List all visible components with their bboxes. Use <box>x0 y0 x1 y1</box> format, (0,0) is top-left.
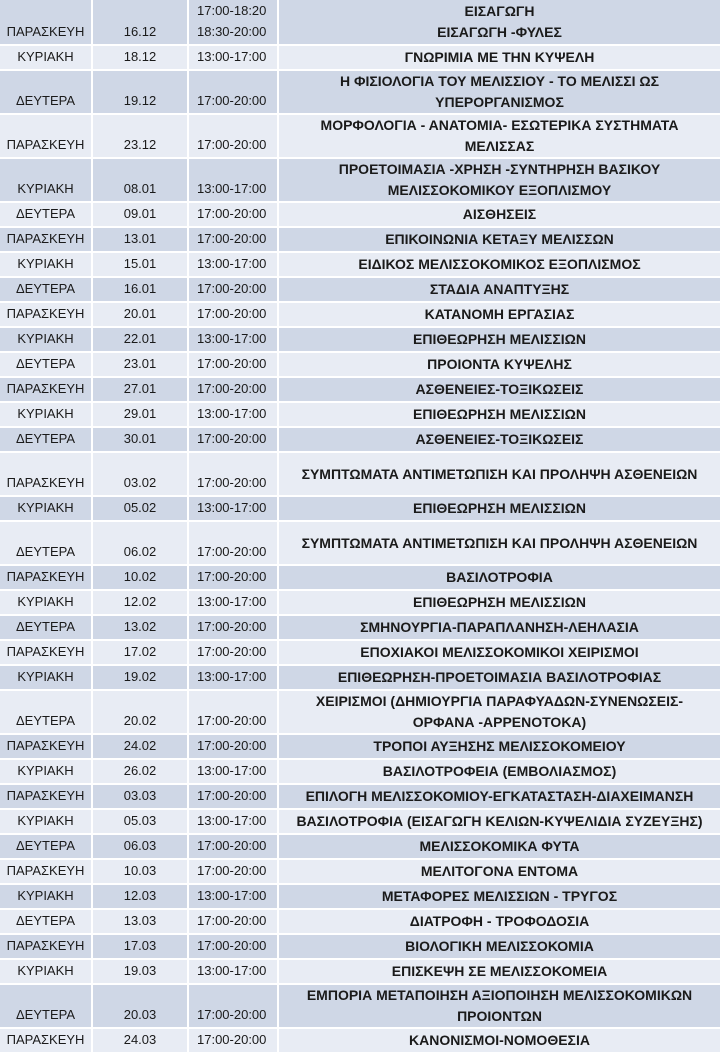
date-cell: 16.01 <box>92 277 188 302</box>
date-cell: 23.12 <box>92 114 188 158</box>
date-cell: 09.01 <box>92 202 188 227</box>
schedule-row <box>0 884 720 909</box>
time-cell: 17:00-20:00 <box>188 784 278 809</box>
session-title-cell: ΕΠΙΘΕΩΡΗΣΗ-ΠΡΟΕΤΟΙΜΑΣΙΑ ΒΑΣΙΛΟΤΡΟΦΙΑΣ <box>278 665 720 690</box>
schedule-row <box>0 227 720 252</box>
schedule-row <box>0 521 720 565</box>
day-cell: ΠΑΡΑΣΚΕΥΗ <box>0 0 92 45</box>
session-title-cell: ΕΠΙΚΟΙΝΩΝΙΑ ΚΕΤΑΞΥ ΜΕΛΙΣΣΩΝ <box>278 227 720 252</box>
schedule-row <box>0 427 720 452</box>
session-title-cell: ΕΠΙΘΕΩΡΗΣΗ ΜΕΛΙΣΣΙΩΝ <box>278 327 720 352</box>
session-title-cell: ΕΙΔΙΚΟΣ ΜΕΛΙΣΣΟΚΟΜΙΚΟΣ ΕΞΟΠΛΙΣΜΟΣ <box>278 252 720 277</box>
schedule-row <box>0 452 720 496</box>
session-title-cell: ΣΥΜΠΤΩΜΑΤΑ ΑΝΤΙΜΕΤΩΠΙΣΗ ΚΑΙ ΠΡΟΛΗΨΗ ΑΣΘΕΝΕΙΩΝ <box>278 452 720 496</box>
time-cell: 13:00-17:00 <box>188 590 278 615</box>
session-title-cell: ΠΡΟΕΤΟΙΜΑΣΙΑ -ΧΡΗΣΗ -ΣΥΝΤΗΡΗΣΗ ΒΑΣΙΚΟΥ ΜΕΛΙΣΣΟΚΟΜΙΚΟΥ ΕΞΟΠΛΙΣΜΟΥ <box>278 158 720 202</box>
session-title-cell: ΜΟΡΦΟΛΟΓΙΑ - ΑΝΑΤΟΜΙΑ- ΕΣΩΤΕΡΙΚΑ ΣΥΣΤΗΜΑΤΑ ΜΕΛΙΣΣΑΣ <box>278 114 720 158</box>
time-cell: 17:00-20:00 <box>188 640 278 665</box>
day-cell: ΚΥΡΙΑΚΗ <box>0 45 92 70</box>
time-cell <box>188 0 278 45</box>
time-cell: 17:00-20:00 <box>188 302 278 327</box>
date-cell: 06.02 <box>92 521 188 565</box>
date-cell: 15.01 <box>92 252 188 277</box>
session-title: ΕΙΣΑΓΩΓΗ <box>464 3 535 19</box>
session-title-cell: ΧΕΙΡΙΣΜΟΙ (ΔΗΜΙΟΥΡΓΙΑ ΠΑΡΑΦΥΑΔΩΝ-ΣΥΝΕΝΩΣΕΙΣ- ΟΡΦΑΝΑ -ΑΡΡΕΝΟΤΟΚΑ) <box>278 690 720 734</box>
schedule-row <box>0 665 720 690</box>
schedule-row <box>0 352 720 377</box>
day-cell: ΠΑΡΑΣΚΕΥΗ <box>0 734 92 759</box>
date-cell: 05.03 <box>92 809 188 834</box>
schedule-row <box>0 0 720 45</box>
schedule-row <box>0 859 720 884</box>
schedule-row <box>0 690 720 734</box>
time-cell: 17:00-20:00 <box>188 1028 278 1053</box>
session-title-cell: ΣΥΜΠΤΩΜΑΤΑ ΑΝΤΙΜΕΤΩΠΙΣΗ ΚΑΙ ΠΡΟΛΗΨΗ ΑΣΘΕΝΕΙΩΝ <box>278 521 720 565</box>
schedule-row <box>0 834 720 859</box>
session-title-cell: ΕΠΙΘΕΩΡΗΣΗ ΜΕΛΙΣΣΙΩΝ <box>278 402 720 427</box>
session-title-cell: ΜΕΛΙΣΣΟΚΟΜΙΚΑ ΦΥΤΑ <box>278 834 720 859</box>
schedule-row <box>0 277 720 302</box>
day-cell: ΔΕΥΤΕΡΑ <box>0 70 92 114</box>
day-cell: ΠΑΡΑΣΚΕΥΗ <box>0 859 92 884</box>
time-cell: 17:00-20:00 <box>188 114 278 158</box>
session-title-cell: ΤΡΟΠΟΙ ΑΥΞΗΣΗΣ ΜΕΛΙΣΣΟΚΟΜΕΙΟΥ <box>278 734 720 759</box>
time-cell: 13:00-17:00 <box>188 158 278 202</box>
time-cell: 17:00-20:00 <box>188 277 278 302</box>
schedule-row <box>0 640 720 665</box>
day-cell: ΔΕΥΤΕΡΑ <box>0 690 92 734</box>
time-cell: 17:00-20:00 <box>188 984 278 1028</box>
schedule-row <box>0 734 720 759</box>
day-cell: ΚΥΡΙΑΚΗ <box>0 759 92 784</box>
date-cell: 12.02 <box>92 590 188 615</box>
day-cell: ΔΕΥΤΕΡΑ <box>0 277 92 302</box>
time-cell: 13:00-17:00 <box>188 959 278 984</box>
session-title-cell: ΑΣΘΕΝΕΙΕΣ-ΤΟΞΙΚΩΣΕΙΣ <box>278 427 720 452</box>
session-title-cell: ΚΑΝΟΝΙΣΜΟΙ-ΝΟΜΟΘΕΣΙΑ <box>278 1028 720 1053</box>
schedule-row <box>0 302 720 327</box>
time-cell: 17:00-20:00 <box>188 934 278 959</box>
date-cell: 16.12 <box>92 0 188 45</box>
day-cell: ΚΥΡΙΑΚΗ <box>0 590 92 615</box>
time-cell: 13:00-17:00 <box>188 496 278 521</box>
time-cell: 17:00-20:00 <box>188 734 278 759</box>
day-cell: ΔΕΥΤΕΡΑ <box>0 984 92 1028</box>
schedule-row <box>0 934 720 959</box>
time-cell: 17:00-20:00 <box>188 377 278 402</box>
day-cell: ΔΕΥΤΕΡΑ <box>0 909 92 934</box>
schedule-row <box>0 590 720 615</box>
schedule-row <box>0 759 720 784</box>
time-cell: 17:00-20:00 <box>188 452 278 496</box>
time-cell: 13:00-17:00 <box>188 402 278 427</box>
time-cell: 13:00-17:00 <box>188 759 278 784</box>
day-cell: ΠΑΡΑΣΚΕΥΗ <box>0 565 92 590</box>
session-title-cell: ΠΡΟΙΟΝΤΑ ΚΥΨΕΛΗΣ <box>278 352 720 377</box>
time-cell: 17:00-20:00 <box>188 615 278 640</box>
session-title-cell: Η ΦΙΣΙΟΛΟΓΙΑ ΤΟΥ ΜΕΛΙΣΣΙΟΥ - ΤΟ ΜΕΛΙΣΣΙ ΩΣ ΥΠΕΡΟΡΓΑΝΙΣΜΟΣ <box>278 70 720 114</box>
date-cell: 13.01 <box>92 227 188 252</box>
session-title-cell: ΜΕΤΑΦΟΡΕΣ ΜΕΛΙΣΣΙΩΝ - ΤΡΥΓΟΣ <box>278 884 720 909</box>
date-cell: 18.12 <box>92 45 188 70</box>
date-cell: 12.03 <box>92 884 188 909</box>
date-cell: 05.02 <box>92 496 188 521</box>
time-cell: 13:00-17:00 <box>188 327 278 352</box>
time-cell: 13:00-17:00 <box>188 665 278 690</box>
time-cell: 17:00-20:00 <box>188 202 278 227</box>
schedule-row <box>0 45 720 70</box>
session-title-cell: ΒΑΣΙΛΟΤΡΟΦΕΙΑ (ΕΜΒΟΛΙΑΣΜΟΣ) <box>278 759 720 784</box>
session-title-cell: ΒΑΣΙΛΟΤΡΟΦΙΑ (ΕΙΣΑΓΩΓΗ ΚΕΛΙΩΝ-ΚΥΨΕΛΙΔΙΑ ΣΥΖΕΥΞΗΣ) <box>278 809 720 834</box>
schedule-row <box>0 809 720 834</box>
time-cell: 17:00-20:00 <box>188 834 278 859</box>
schedule-row <box>0 114 720 158</box>
date-cell: 17.02 <box>92 640 188 665</box>
day-cell: ΠΑΡΑΣΚΕΥΗ <box>0 377 92 402</box>
date-cell: 19.02 <box>92 665 188 690</box>
date-cell: 19.12 <box>92 70 188 114</box>
schedule-row <box>0 202 720 227</box>
date-cell: 10.02 <box>92 565 188 590</box>
session-title-cell: ΒΑΣΙΛΟΤΡΟΦΙΑ <box>278 565 720 590</box>
session-title-cell: ΕΠΙΛΟΓΗ ΜΕΛΙΣΣΟΚΟΜΙΟΥ-ΕΓΚΑΤΑΣΤΑΣΗ-ΔΙΑΧΕΙΜΑΝΣΗ <box>278 784 720 809</box>
time-cell: 13:00-17:00 <box>188 809 278 834</box>
date-cell: 06.03 <box>92 834 188 859</box>
time-slot: 18:30-20:00 <box>197 24 267 39</box>
day-cell: ΠΑΡΑΣΚΕΥΗ <box>0 452 92 496</box>
schedule-row <box>0 496 720 521</box>
date-cell: 22.01 <box>92 327 188 352</box>
session-title-cell: ΕΠΙΘΕΩΡΗΣΗ ΜΕΛΙΣΣΙΩΝ <box>278 496 720 521</box>
schedule-row <box>0 984 720 1028</box>
day-cell: ΔΕΥΤΕΡΑ <box>0 834 92 859</box>
day-cell: ΚΥΡΙΑΚΗ <box>0 158 92 202</box>
date-cell: 03.02 <box>92 452 188 496</box>
date-cell: 20.01 <box>92 302 188 327</box>
date-cell: 27.01 <box>92 377 188 402</box>
session-title-cell: ΒΙΟΛΟΓΙΚΗ ΜΕΛΙΣΣΟΚΟΜΙΑ <box>278 934 720 959</box>
day-cell: ΔΕΥΤΕΡΑ <box>0 202 92 227</box>
time-cell: 17:00-20:00 <box>188 427 278 452</box>
session-title-cell: ΔΙΑΤΡΟΦΗ - ΤΡΟΦΟΔΟΣΙΑ <box>278 909 720 934</box>
day-cell: ΠΑΡΑΣΚΕΥΗ <box>0 934 92 959</box>
schedule-row <box>0 158 720 202</box>
date-cell: 13.03 <box>92 909 188 934</box>
date-cell: 13.02 <box>92 615 188 640</box>
date-cell: 24.02 <box>92 734 188 759</box>
day-cell: ΚΥΡΙΑΚΗ <box>0 884 92 909</box>
date-cell: 23.01 <box>92 352 188 377</box>
schedule-row <box>0 565 720 590</box>
day-cell: ΚΥΡΙΑΚΗ <box>0 402 92 427</box>
session-title-cell: ΚΑΤΑΝΟΜΗ ΕΡΓΑΣΙΑΣ <box>278 302 720 327</box>
session-title-cell: ΑΣΘΕΝΕΙΕΣ-ΤΟΞΙΚΩΣΕΙΣ <box>278 377 720 402</box>
date-cell: 17.03 <box>92 934 188 959</box>
session-title-cell: ΕΠΙΘΕΩΡΗΣΗ ΜΕΛΙΣΣΙΩΝ <box>278 590 720 615</box>
date-cell: 03.03 <box>92 784 188 809</box>
session-title-cell: ΣΤΑΔΙΑ ΑΝΑΠΤΥΞΗΣ <box>278 277 720 302</box>
day-cell: ΚΥΡΙΑΚΗ <box>0 496 92 521</box>
date-cell: 10.03 <box>92 859 188 884</box>
day-cell: ΔΕΥΤΕΡΑ <box>0 615 92 640</box>
day-cell: ΚΥΡΙΑΚΗ <box>0 665 92 690</box>
date-cell: 26.02 <box>92 759 188 784</box>
time-cell: 17:00-20:00 <box>188 909 278 934</box>
schedule-row <box>0 615 720 640</box>
session-title-cell: ΑΙΣΘΗΣΕΙΣ <box>278 202 720 227</box>
schedule-row <box>0 327 720 352</box>
session-title-cell: ΕΜΠΟΡΙΑ ΜΕΤΑΠΟΙΗΣΗ ΑΞΙΟΠΟΙΗΣΗ ΜΕΛΙΣΣΟΚΟΜΙΚΩΝ ΠΡΟΙΟΝΤΩΝ <box>278 984 720 1028</box>
day-cell: ΠΑΡΑΣΚΕΥΗ <box>0 1028 92 1053</box>
session-title-cell: ΓΝΩΡΙΜΙΑ ΜΕ ΤΗΝ ΚΥΨΕΛΗ <box>278 45 720 70</box>
time-cell: 13:00-17:00 <box>188 45 278 70</box>
session-title-cell: ΕΠΙΣΚΕΨΗ ΣΕ ΜΕΛΙΣΣΟΚΟΜΕΙΑ <box>278 959 720 984</box>
session-title: ΕΙΣΑΓΩΓΗ -ΦΥΛΕΣ <box>437 24 562 40</box>
time-cell: 17:00-20:00 <box>188 521 278 565</box>
date-cell: 20.03 <box>92 984 188 1028</box>
date-cell: 30.01 <box>92 427 188 452</box>
day-cell: ΠΑΡΑΣΚΕΥΗ <box>0 227 92 252</box>
date-cell: 20.02 <box>92 690 188 734</box>
day-cell: ΔΕΥΤΕΡΑ <box>0 352 92 377</box>
session-title-cell: ΜΕΛΙΤΟΓΟΝΑ ΕΝΤΟΜΑ <box>278 859 720 884</box>
time-cell: 13:00-17:00 <box>188 252 278 277</box>
day-cell: ΚΥΡΙΑΚΗ <box>0 252 92 277</box>
schedule-row <box>0 784 720 809</box>
day-cell: ΔΕΥΤΕΡΑ <box>0 427 92 452</box>
time-cell: 17:00-20:00 <box>188 690 278 734</box>
schedule-row <box>0 252 720 277</box>
day-cell: ΠΑΡΑΣΚΕΥΗ <box>0 302 92 327</box>
date-cell: 08.01 <box>92 158 188 202</box>
schedule-row <box>0 909 720 934</box>
session-title-cell: ΣΜΗΝΟΥΡΓΙΑ-ΠΑΡΑΠΛΑΝΗΣΗ-ΛΕΗΛΑΣΙΑ <box>278 615 720 640</box>
day-cell: ΚΥΡΙΑΚΗ <box>0 959 92 984</box>
schedule-row <box>0 1028 720 1053</box>
session-title-cell: ΕΠΟΧΙΑΚΟΙ ΜΕΛΙΣΣΟΚΟΜΙΚΟΙ ΧΕΙΡΙΣΜΟΙ <box>278 640 720 665</box>
time-cell: 17:00-20:00 <box>188 352 278 377</box>
day-cell: ΔΕΥΤΕΡΑ <box>0 521 92 565</box>
schedule-row <box>0 377 720 402</box>
date-cell: 24.03 <box>92 1028 188 1053</box>
day-cell: ΠΑΡΑΣΚΕΥΗ <box>0 784 92 809</box>
time-cell: 13:00-17:00 <box>188 884 278 909</box>
schedule-row <box>0 70 720 114</box>
time-cell: 17:00-20:00 <box>188 859 278 884</box>
day-cell: ΠΑΡΑΣΚΕΥΗ <box>0 114 92 158</box>
time-cell: 17:00-20:00 <box>188 70 278 114</box>
date-cell: 29.01 <box>92 402 188 427</box>
day-cell: ΚΥΡΙΑΚΗ <box>0 809 92 834</box>
schedule-row <box>0 402 720 427</box>
time-cell: 17:00-20:00 <box>188 227 278 252</box>
time-slot: 17:00-18:20 <box>197 3 267 18</box>
day-cell: ΠΑΡΑΣΚΕΥΗ <box>0 640 92 665</box>
day-cell: ΚΥΡΙΑΚΗ <box>0 327 92 352</box>
schedule-row <box>0 959 720 984</box>
session-title-cell <box>278 0 720 45</box>
time-cell: 17:00-20:00 <box>188 565 278 590</box>
date-cell: 19.03 <box>92 959 188 984</box>
